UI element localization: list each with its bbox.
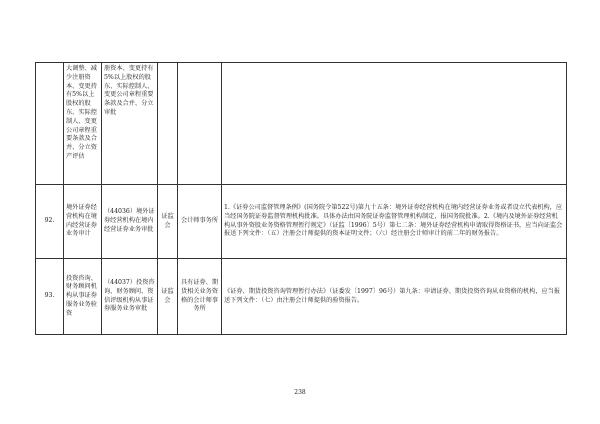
firm-cell <box>178 63 222 185</box>
table-row <box>36 185 567 259</box>
row-number-cell: 93. <box>36 259 64 335</box>
approval-code-cell: （44037）投资咨询、财务顾问、资信评级机构从事证券服务业务审批 <box>102 259 158 335</box>
item-name-cell: 大调整、减少注册资本、变更持有5%以上股权的股东、实际控制人、变更公司章程重要条款及合并、分立资产评估 <box>64 63 102 185</box>
legal-basis-cell <box>222 63 567 185</box>
approval-code-cell: （44036）境外证券经营机构在境内经营证券业务审批 <box>102 185 158 259</box>
department-cell: 证监会 <box>158 185 178 259</box>
table-row <box>36 259 567 335</box>
approval-items-table <box>35 62 567 335</box>
table-row <box>36 63 567 185</box>
page-number: 238 <box>294 389 306 396</box>
firm-cell: 会计师事务所 <box>178 185 222 259</box>
item-name-cell: 投资咨询、财务顾问机构从事证券服务业务验资 <box>64 259 102 335</box>
item-name-cell: 境外证券经营机构在境内经营证券业务审计 <box>64 185 102 259</box>
legal-basis-text: 《证券、期货投资咨询管理暂行办法》（证委发〔1997〕96号）第九条：申请证券、期货投资咨询从业资格的机构，应当报送下列文件：（七）由注册会计师提供的验资报告。 <box>224 287 561 304</box>
legal-basis-cell <box>222 259 567 335</box>
department-cell: 证监会 <box>158 259 178 335</box>
row-number-cell: 92. <box>36 185 64 259</box>
row-number-cell <box>36 63 64 185</box>
department-cell <box>158 63 178 185</box>
firm-cell: 具有证券、期货相关业务资格的会计师事务所 <box>178 259 222 335</box>
approval-code-cell: 册资本、变更持有5%以上股权的股东、实际控制人、变更公司章程重要条款及合并、分立审批 <box>102 63 158 185</box>
legal-basis-cell <box>222 185 567 259</box>
legal-basis-text: 1.《证券公司监督管理条例》(国务院令第522号)第九十五条：境外证券经营机构在境内经营证券业务或者设立代表机构，应当经国务院证券监督管理机构批准。具体办法由国务院证券监督管理机构制定，报国务院批准。2.《境内及境外证券经营机构从事外资股业务资格管理暂行规定》（证监〔1996〕5号）第七二条：境外证券经营机构申请取得资格证书，应当向证监会报送下列文件：（五）注册会计师提供的资本证明文件；（六）经注册会计师审计的前二年的财务报告。 <box>224 203 563 238</box>
